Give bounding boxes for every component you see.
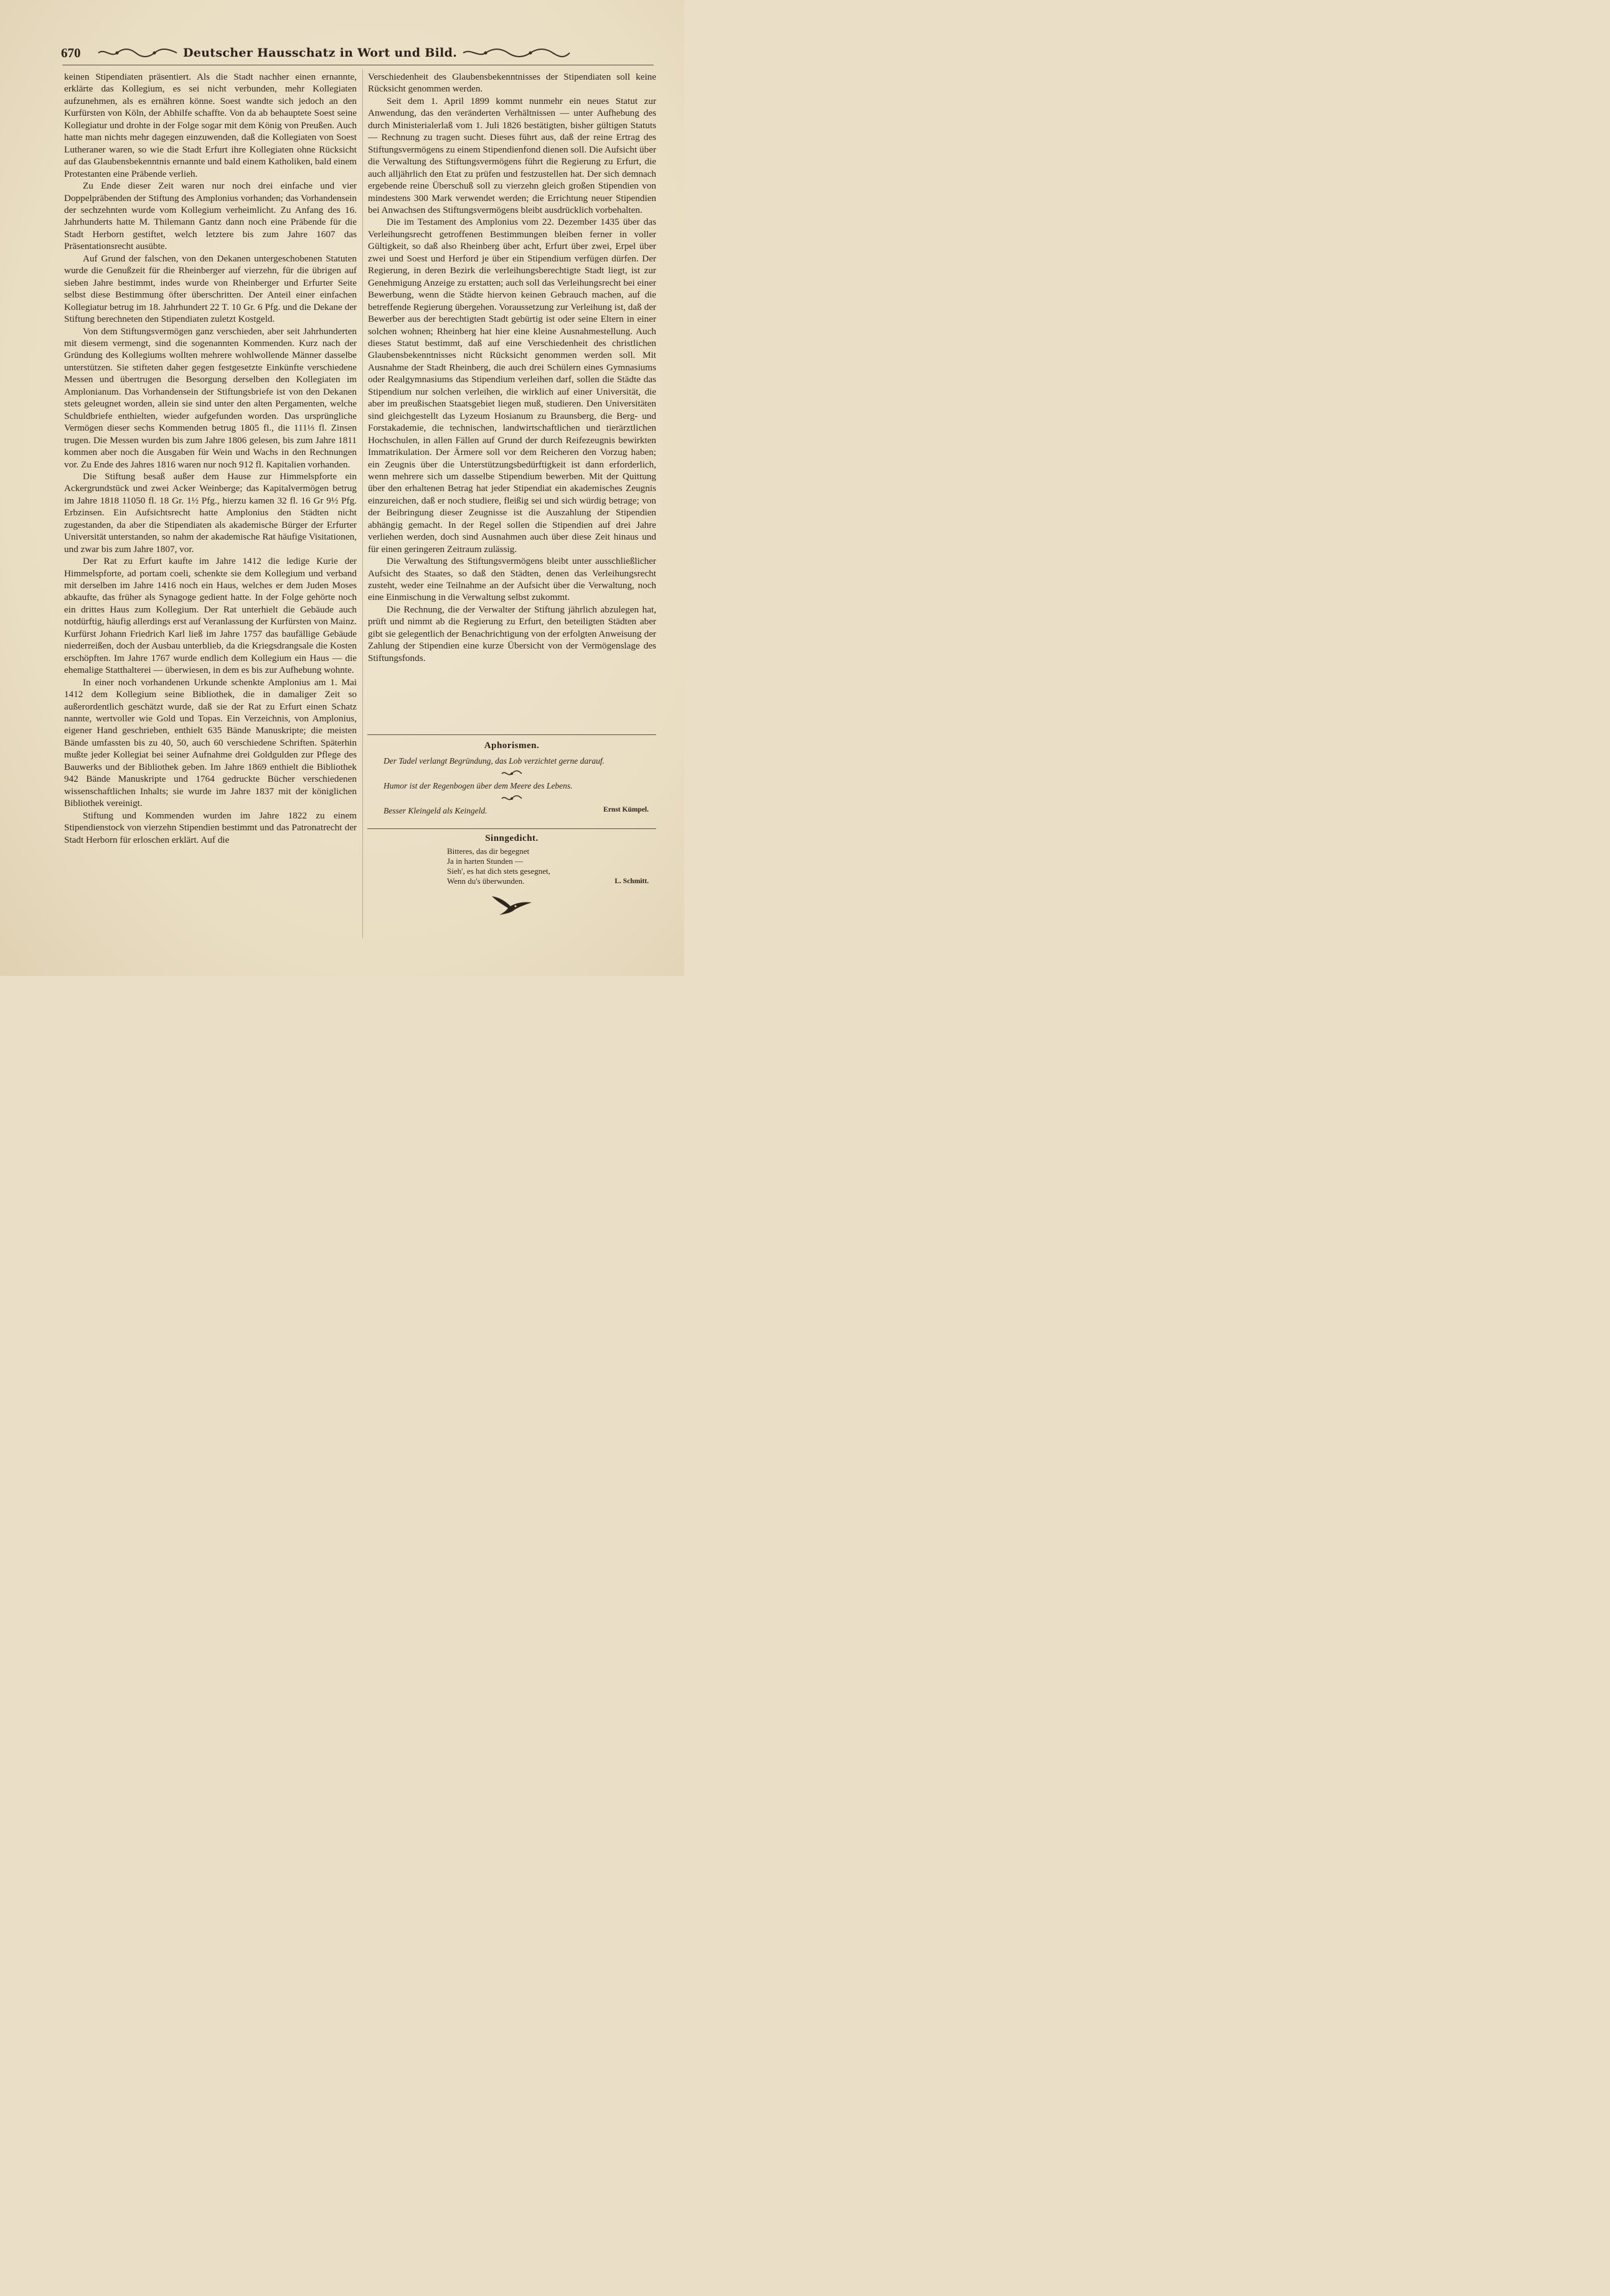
paragraph: Die Verwaltung des Stiftungsvermögens bleibt unter ausschließlicher Aufsicht des Staates, so daß den Städten, denen das Verleihungsrecht zusteht, weder eine Teilnahme an der Aufsicht über die Verwaltung, noch eine Einmischung in die Verwaltung selbst zukommt. [368, 556, 656, 603]
poem [447, 846, 656, 886]
publication-title: Deutscher Hausschatz in Wort und Bild. [183, 46, 458, 60]
poem-line: Sieh', es hat dich stets gesegnet, [447, 866, 550, 876]
divider-ornament-icon [501, 770, 523, 777]
swallow-icon [491, 891, 534, 916]
poem-line: Wenn du's überwunden. [447, 876, 525, 886]
aphorisms-title: Aphorismen. [484, 741, 540, 751]
page-header [61, 44, 654, 62]
divider-ornament-icon [501, 795, 523, 802]
poem-last-row [447, 876, 649, 886]
poem-author: L. Schmitt. [614, 878, 649, 885]
aphorism: Der Tadel verlangt Begründung, das Lob verzichtet gerne darauf. [384, 756, 605, 766]
newspaper-page [0, 0, 684, 976]
sinngedicht-section [367, 833, 656, 886]
paragraph: Zu Ende dieser Zeit waren nur noch drei einfache und vier Doppelpräbenden der Stiftung des Amplonius vorhanden; das Vorhandensein der sechzehnten wurde vom Kollegium verheimlicht. Zu Anfang des 16. Jahrhunderts hatte M. Thilemann Gantz dann noch eine Präbende für die Stadt Herborn gestiftet, welch letztere bis zum Jahre 1607 das Präsentationsrecht ausübte. [64, 180, 357, 252]
right-column [368, 71, 656, 664]
poem-line: Ja in harten Stunden — [447, 856, 524, 866]
ornament-left-icon [97, 47, 178, 59]
paragraph: Der Rat zu Erfurt kaufte im Jahre 1412 die ledige Kurie der Himmelspforte, ad portam coeli, schenkte sie dem Kollegium und verband mit derselben im Jahre 1416 noch ein Haus, welches er dem Juden Moses abkaufte, das früher als Synagoge gedient hatte. In der Folge gehörte noch ein drittes Haus zum Kollegium. Der Rat unterhielt die Gebäude auch notdürftig, häufig allerdings erst auf Veranlassung der Kurfürsten von Mainz. Kurfürst Johann Friedrich Karl ließ im Jahre 1757 das baufällige Gebäude niederreißen, doch der Ausbau unterblieb, da die Kriegsdrangsale die Kosten erschöpften. Im Jahre 1767 wurde endlich dem Kollegium ein Haus — die ehemalige Statthalterei — überwiesen, in dem es bis zur Aufhebung wohnte. [64, 556, 357, 676]
paragraph: Die Rechnung, die der Verwalter der Stiftung jährlich abzulegen hat, prüft und nimmt ab die Regierung zu Erfurt, den beteiligten Städten aber gibt sie gelegentlich der Benachrichtigung von der erfolgten Anweisung der Zahlung der Stipendien eine kurze Übersicht von der Vermögenslage des Stiftungsfonds. [368, 604, 656, 663]
section-rule [367, 828, 656, 829]
poem-line: Bitteres, das dir begegnet [447, 846, 530, 856]
paragraph: In einer noch vorhandenen Urkunde schenkte Amplonius am 1. Mai 1412 dem Kollegium seine Bibliothek, die in damaliger Zeit so außerordentlich geschätzt wurde, daß sie der Rat zu Erfurt einen Schatz nannte, wertvoller wie Gold und Topas. Ein Verzeichnis, von Amplonius, eigener Hand geschrieben, enthielt 635 Bände Manuskripte; die meisten Bände umfassten bis zu 40, 50, auch 60 verschiedene Schriften. Späterhin mußte jeder Kollegiat bei seiner Aufnahme drei Goldgulden zur Pflege des Bauwerks und der Bibliothek geben. Im Jahre 1869 enthielt die Bibliothek 942 Bände Manuskripte und 1764 gedruckte Bücher verschiedenen wissenschaftlichen Inhalts; sie wurde im Jahre 1837 mit der königlichen Bibliothek vereinigt. [64, 677, 357, 809]
ornament-right-icon [462, 47, 571, 59]
sinngedicht-title: Sinngedicht. [485, 833, 539, 843]
aphorism-row [384, 806, 649, 816]
paragraph: Seit dem 1. April 1899 kommt nunmehr ein neues Statut zur Anwendung, das den veränderten Verhältnissen — unter Aufhebung des durch Ministerialerlaß vom 1. Juli 1826 bestätigten, bisher gültigen Statuts — Rechnung zu tragen sucht. Dieses führt aus, daß der reine Ertrag des Stiftungsvermögens zu einem Stipendienfond dienen soll. Die Aufsicht über die Verwaltung des Stiftungsvermögens führt die Regierung zu Erfurt, die auch alljährlich den Etat zu prüfen und festzustellen hat. Der sich demnach ergebende reine Überschuß soll zu vierzehn gleich großen Stipendien von mindestens 300 Mark verwendet werden; die Errichtung neuer Stipendien bei Anwachsen des Stiftungsvermögens bleibt ausdrücklich vorbehalten. [368, 95, 656, 215]
page-number: 670 [61, 45, 81, 60]
aphorisms-section [367, 741, 656, 816]
column-divider [362, 70, 363, 938]
section-rule [367, 734, 656, 735]
paragraph: Stiftung und Kommenden wurden im Jahre 1822 zu einem Stipendienstock von vierzehn Stipendien bestimmt und das Patronatrecht der Stadt Herborn für erloschen erklärt. Auf die [64, 810, 357, 845]
paragraph: Die Stiftung besaß außer dem Hause zur Himmelspforte ein Ackergrundstück und zwei Acker Weinberge; das Kapitalvermögen betrug im Jahre 1818 11050 fl. 18 Gr. 1½ Pfg., hierzu kamen 32 fl. 16 Gr 9½ Pfg. Erbzinsen. Ein Aufsichtsrecht hatte Amplonius den Städten nicht zugestanden, da aber die Stipendiaten als akademische Bürger der Erfurter Universität unterstanden, so nahm der akademische Rat häufige Visitationen, und zwar bis zum Jahre 1807, vor. [64, 471, 357, 555]
paragraph: Die im Testament des Amplonius vom 22. Dezember 1435 über das Verleihungsrecht getroffenen Bestimmungen bleiben ferner in voller Gültigkeit, so daß also Rheinberg über acht, Erfurt über zwei, Erpel über zwei und Soest und Herford je über ein Stipendium verfügen dürfen. Der Regierung, in deren Bezirk die verleihungsberechtigte Stadt liegt, ist zur Genehmigung Anzeige zu erstatten; auch soll das Verleihungsrecht bei einer Bewerbung, wenn die Städte hiervon keinen Gebrauch machen, auf die betreffende Regierung übergehen. Voraussetzung zur Verleihung ist, daß der Bewerber aus der berechtigten Stadt gebürtig ist oder seine Eltern in einer solchen wohnen; Rheinberg hat hier eine kleine Ausnahmestellung. Auch dieses Statut bestimmt, daß auf eine Verschiedenheit des christlichen Glaubensbekenntnisses nicht Rücksicht genommen werden soll. Mit Ausnahme der Stadt Rheinberg, die auch drei Schülern eines Gymnasiums oder Realgymnasiums das Stipendium verleihen darf, sollen die Städte das Stipendium nur solchen verleihen, die wirklich auf einer Universität, die aber im preußischen Staatsgebiet liegen muß, studieren. Den Universitäten sind gleichgestellt das Lyzeum Hosianum zu Braunsberg, die Berg- und Forstakademie, die technischen, landwirtschaftlichen und tierärztlichen Hochschulen, in allen Fällen auf Grund der durch Reifezeugnis bewirkten Immatrikulation. Der Ärmere soll vor dem Reicheren den Vorzug haben; ein Zeugnis über die Unterstützungsbedürftigkeit ist dann erforderlich, wenn mehrere sich um dasselbe Stipendium bewerben. Mit der Quittung über den erhaltenen Betrag hat jeder Stipendiat ein akademisches Zeugnis einzureichen, daß er noch studiere, fleißig sei und sich würdig betrage; von der Beibringung dieser Zeugnisse ist die Auszahlung der Stipendien abhängig gemacht. In der Regel sollen die Stipendien auf drei Jahre verliehen werden, doch sind Ausnahmen auch über diese Zeit hinaus und für einen geringeren Zeitraum zulässig. [368, 217, 656, 555]
aphorism: Besser Kleingeld als Keingeld. [384, 806, 487, 815]
aphorism: Humor ist der Regenbogen über dem Meere des Lebens. [384, 781, 573, 790]
paragraph: Verschiedenheit des Glaubensbekenntnisses der Stipendiaten soll keine Rücksicht genommen werden. [368, 72, 656, 95]
left-column [64, 71, 357, 846]
paragraph: keinen Stipendiaten präsentiert. Als die Stadt nachher einen ernannte, erklärte das Kollegium, es sei nicht verbunden, mehr Kollegiaten aufzunehmen, als es ernähren könne. Soest wandte sich jedoch an den Kurfürsten von Köln, der Abhilfe schaffte. Von da ab behauptete Soest seine Kollegiatur und drohte in der Folge sogar mit dem König von Preußen. Auch hatte man nichts mehr dagegen einzuwenden, daß die Kollegiaten von Soest Lutheraner waren, so wie die Stadt Erfurt ihre Kollegiaten ohne Rücksicht auf das Glaubensbekenntnis ernannte und bald einem Katholiken, bald einem Protestanten eine Präbende verlieh. [64, 72, 357, 179]
paragraph: Von dem Stiftungsvermögen ganz verschieden, aber seit Jahrhunderten mit diesem vermengt, sind die sogenannten Kommenden. Kurz nach der Gründung des Kollegiums wollten mehrere wohlwollende Männer dasselbe unterstützen. Sie stifteten daher gegen festgesetzte Einkünfte verschiedene Messen und übertrugen die Besorgung derselben den Kollegiaten im Amplonianum. Das Vorhandensein der Stiftungsbriefe ist von den Dekanen stets geleugnet worden, allein sie sind unter den alten Pergamenten, welche Schuldbriefe enthielten, wieder aufgefunden worden. Das ursprüngliche Vermögen dieser sechs Kommenden betrug 1805 fl., die 111⅓ fl. Zinsen trugen. Die Messen wurden bis zum Jahre 1806 gelesen, bis zum Jahre 1811 kommen aber noch die Ausgaben für Wein und Wachs in den Rechnungen vor. Zu Ende des Jahres 1816 waren nur noch 912 fl. Kapitalien vorhanden. [64, 326, 357, 470]
paragraph: Auf Grund der falschen, von den Dekanen untergeschobenen Statuten wurde die Genußzeit für die Rheinberger auf vierzehn, für die übrigen auf sieben Jahre bestimmt, indes wurde von Rheinberger und Erfurter Seite selbst diese Bestimmung öfter überschritten. Der Anteil einer einfachen Kollegiatur betrug im 18. Jahrhundert 22 T. 10 Gr. 6 Pfg. und die Dekane der Stiftung berechneten den Stipendiaten zuletzt Kostgeld. [64, 253, 357, 325]
aphorisms-author: Ernst Kümpel. [603, 806, 649, 813]
